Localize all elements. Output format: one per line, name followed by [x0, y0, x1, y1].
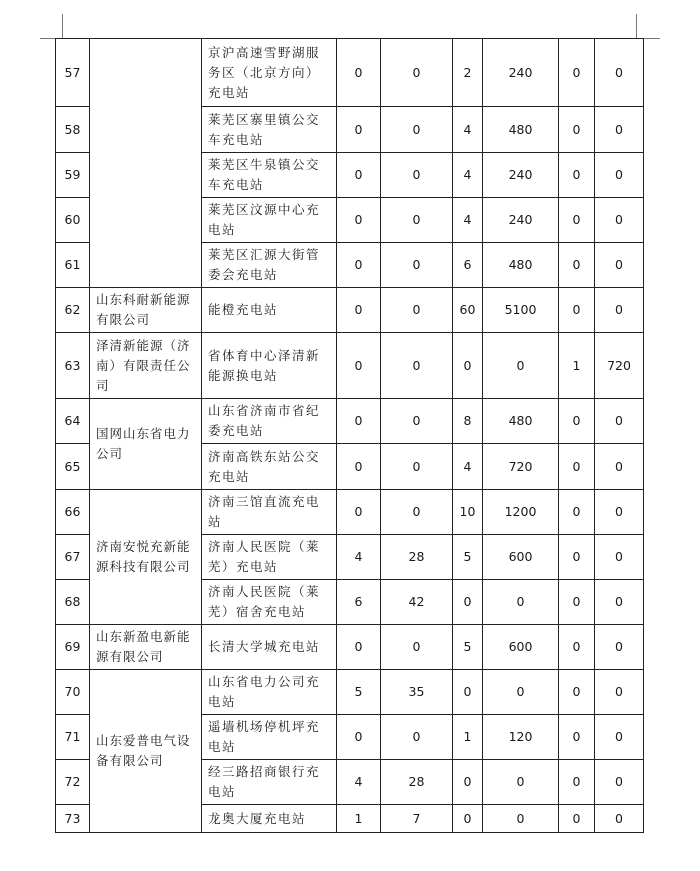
station-name: 济南高铁东站公交充电站	[202, 444, 337, 490]
value-cell: 0	[381, 715, 453, 760]
station-name: 京沪高速雪野湖服务区（北京方向）充电站	[202, 39, 337, 107]
station-name: 济南人民医院（莱芜）充电站	[202, 535, 337, 580]
value-cell: 28	[381, 535, 453, 580]
value-cell: 5	[337, 670, 381, 715]
value-cell: 0	[381, 39, 453, 107]
value-cell: 4	[453, 107, 483, 153]
value-cell: 0	[559, 715, 595, 760]
row-number: 71	[56, 715, 90, 760]
value-cell: 0	[453, 333, 483, 399]
value-cell: 0	[453, 670, 483, 715]
value-cell: 0	[483, 760, 559, 805]
station-name: 济南人民医院（莱芜）宿舍充电站	[202, 580, 337, 625]
value-cell: 0	[559, 39, 595, 107]
value-cell: 0	[595, 444, 644, 490]
value-cell: 0	[381, 625, 453, 670]
station-name: 能橙充电站	[202, 288, 337, 333]
row-number: 57	[56, 39, 90, 107]
company-name: 泽清新能源（济南）有限责任公司	[90, 333, 202, 399]
company-name: 济南安悦充新能源科技有限公司	[90, 490, 202, 625]
value-cell: 0	[337, 288, 381, 333]
value-cell: 0	[595, 670, 644, 715]
row-number: 65	[56, 444, 90, 490]
value-cell: 42	[381, 580, 453, 625]
value-cell: 0	[595, 198, 644, 243]
station-name: 山东省电力公司充电站	[202, 670, 337, 715]
value-cell: 0	[559, 399, 595, 444]
row-number: 59	[56, 153, 90, 198]
value-cell: 0	[381, 198, 453, 243]
value-cell: 0	[337, 399, 381, 444]
value-cell: 0	[595, 153, 644, 198]
station-name: 莱芜区汇源大街管委会充电站	[202, 243, 337, 288]
row-number: 72	[56, 760, 90, 805]
value-cell: 0	[381, 153, 453, 198]
value-cell: 0	[595, 625, 644, 670]
station-name: 省体育中心泽清新能源换电站	[202, 333, 337, 399]
value-cell: 0	[337, 39, 381, 107]
row-number: 61	[56, 243, 90, 288]
value-cell: 0	[381, 444, 453, 490]
value-cell: 0	[337, 715, 381, 760]
company-cell-empty	[90, 39, 202, 288]
row-number: 60	[56, 198, 90, 243]
crop-mark-left	[62, 14, 63, 38]
value-cell: 0	[595, 39, 644, 107]
station-name: 莱芜区汶源中心充电站	[202, 198, 337, 243]
value-cell: 0	[337, 444, 381, 490]
value-cell: 1200	[483, 490, 559, 535]
table-row	[56, 625, 644, 670]
station-name: 山东省济南市省纪委充电站	[202, 399, 337, 444]
value-cell: 0	[595, 490, 644, 535]
row-number: 62	[56, 288, 90, 333]
value-cell: 0	[559, 625, 595, 670]
value-cell: 5	[453, 535, 483, 580]
row-number: 73	[56, 805, 90, 833]
value-cell: 5100	[483, 288, 559, 333]
station-name: 莱芜区牛泉镇公交车充电站	[202, 153, 337, 198]
company-name: 山东爱普电气设备有限公司	[90, 670, 202, 833]
value-cell: 0	[595, 399, 644, 444]
company-name: 山东新盈电新能源有限公司	[90, 625, 202, 670]
value-cell: 0	[453, 580, 483, 625]
station-name: 济南三馆直流充电站	[202, 490, 337, 535]
value-cell: 0	[559, 670, 595, 715]
value-cell: 0	[559, 153, 595, 198]
value-cell: 4	[453, 444, 483, 490]
value-cell: 6	[453, 243, 483, 288]
value-cell: 0	[381, 288, 453, 333]
value-cell: 0	[559, 580, 595, 625]
station-name: 长清大学城充电站	[202, 625, 337, 670]
value-cell: 0	[483, 333, 559, 399]
station-name: 经三路招商银行充电站	[202, 760, 337, 805]
charging-station-table	[55, 38, 644, 833]
value-cell: 0	[483, 580, 559, 625]
company-name: 山东科耐新能源有限公司	[90, 288, 202, 333]
value-cell: 0	[595, 107, 644, 153]
value-cell: 0	[595, 288, 644, 333]
table-row	[56, 288, 644, 333]
value-cell: 0	[559, 198, 595, 243]
table-row	[56, 670, 644, 715]
value-cell: 0	[337, 333, 381, 399]
row-number: 68	[56, 580, 90, 625]
value-cell: 4	[337, 760, 381, 805]
value-cell: 0	[381, 490, 453, 535]
value-cell: 0	[559, 444, 595, 490]
row-number: 66	[56, 490, 90, 535]
value-cell: 1	[337, 805, 381, 833]
table-row	[56, 333, 644, 399]
value-cell: 0	[559, 535, 595, 580]
value-cell: 0	[453, 760, 483, 805]
value-cell: 0	[337, 107, 381, 153]
value-cell: 0	[595, 580, 644, 625]
value-cell: 480	[483, 107, 559, 153]
value-cell: 5	[453, 625, 483, 670]
value-cell: 0	[559, 760, 595, 805]
value-cell: 4	[453, 198, 483, 243]
value-cell: 0	[559, 805, 595, 833]
value-cell: 0	[595, 715, 644, 760]
row-number: 58	[56, 107, 90, 153]
value-cell: 720	[595, 333, 644, 399]
value-cell: 0	[337, 625, 381, 670]
value-cell: 6	[337, 580, 381, 625]
value-cell: 0	[595, 535, 644, 580]
value-cell: 480	[483, 243, 559, 288]
value-cell: 0	[381, 107, 453, 153]
value-cell: 240	[483, 153, 559, 198]
station-name: 遥墙机场停机坪充电站	[202, 715, 337, 760]
value-cell: 0	[337, 243, 381, 288]
table-row	[56, 399, 644, 444]
row-number: 64	[56, 399, 90, 444]
value-cell: 600	[483, 625, 559, 670]
value-cell: 0	[337, 490, 381, 535]
value-cell: 0	[559, 107, 595, 153]
value-cell: 7	[381, 805, 453, 833]
row-number: 67	[56, 535, 90, 580]
crop-mark-right	[636, 14, 637, 38]
value-cell: 120	[483, 715, 559, 760]
station-name: 莱芜区寨里镇公交车充电站	[202, 107, 337, 153]
value-cell: 60	[453, 288, 483, 333]
value-cell: 28	[381, 760, 453, 805]
value-cell: 0	[337, 198, 381, 243]
value-cell: 4	[453, 153, 483, 198]
value-cell: 0	[595, 243, 644, 288]
table-row	[56, 490, 644, 535]
company-name: 国网山东省电力公司	[90, 399, 202, 490]
station-name: 龙奥大厦充电站	[202, 805, 337, 833]
row-number: 63	[56, 333, 90, 399]
value-cell: 0	[337, 153, 381, 198]
value-cell: 1	[453, 715, 483, 760]
value-cell: 240	[483, 198, 559, 243]
value-cell: 0	[595, 805, 644, 833]
value-cell: 0	[559, 288, 595, 333]
value-cell: 4	[337, 535, 381, 580]
value-cell: 0	[453, 805, 483, 833]
value-cell: 0	[381, 399, 453, 444]
value-cell: 10	[453, 490, 483, 535]
value-cell: 2	[453, 39, 483, 107]
value-cell: 240	[483, 39, 559, 107]
value-cell: 0	[483, 670, 559, 715]
value-cell: 1	[559, 333, 595, 399]
value-cell: 480	[483, 399, 559, 444]
value-cell: 35	[381, 670, 453, 715]
value-cell: 0	[381, 333, 453, 399]
value-cell: 8	[453, 399, 483, 444]
value-cell: 0	[559, 243, 595, 288]
value-cell: 600	[483, 535, 559, 580]
value-cell: 0	[483, 805, 559, 833]
table-row	[56, 39, 644, 107]
value-cell: 0	[559, 490, 595, 535]
row-number: 69	[56, 625, 90, 670]
value-cell: 0	[381, 243, 453, 288]
row-number: 70	[56, 670, 90, 715]
value-cell: 0	[595, 760, 644, 805]
value-cell: 720	[483, 444, 559, 490]
